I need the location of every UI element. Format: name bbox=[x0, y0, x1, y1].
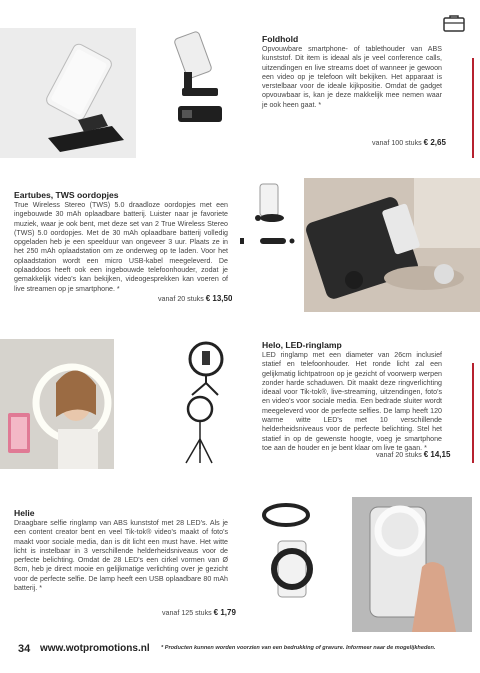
product-title: Helo, LED-ringlamp bbox=[262, 340, 342, 350]
product-description: LED ringlamp met een diameter van 26cm inclusief statief en telefoonhouder. Het ronde licht zal een gelijkmatig lichtpatroon op je gezicht of voorwerp werpen zonder harde schaduwen. Dit maakt deze ringverlichting ideaal voor Tik-tok®, live-streaming, uitzendingen, foto's en video's voor sociale media. Een bedrade sluiter wordt meegeleverd voor de perfecte selfies. De lamp heeft 120 warme witte LED's met 10 verschillende helderheidsniveaus voor de perfecte belichting. Stel het statief in op de gewenste hoogte, voeg je smartphone toe aan de houder en je bent klaar om live te gaan. * bbox=[262, 351, 442, 452]
price-value: € 2,65 bbox=[423, 138, 446, 147]
helo-product-photo bbox=[114, 339, 240, 469]
eartubes-product-photo bbox=[232, 178, 304, 312]
footnote: * Producten kunnen worden voorzien van een bedrukking of gravure. Informeer naar de mogelijkheden. bbox=[161, 645, 436, 651]
price-value: € 13,50 bbox=[205, 294, 233, 303]
helo-lifestyle-photo bbox=[0, 339, 114, 469]
price-value: € 14,15 bbox=[423, 450, 451, 459]
price-line bbox=[372, 138, 446, 147]
price-prefix: vanaf 125 stuks bbox=[162, 609, 212, 617]
page-number: 34 bbox=[18, 643, 31, 655]
price-line bbox=[162, 608, 236, 617]
accent-line bbox=[472, 363, 474, 463]
product-title: Helie bbox=[14, 508, 35, 518]
price-prefix: vanaf 20 stuks bbox=[158, 295, 204, 303]
price-prefix: vanaf 100 stuks bbox=[372, 139, 422, 147]
accent-line bbox=[472, 58, 474, 158]
helie-product-photo bbox=[252, 497, 352, 632]
product-description: Opvouwbare smartphone- of tablethouder van ABS kunststof. Dit item is ideaal als je veel conference calls, uitzendingen en live streams doet of wanneer je gewoon een video op je telefoon wilt bekijken. Het apparaat is verstelbaar voor de ideale kijkpositie. Omdat de gadget opvouwbaar is, kan je deze makkelijk mee nemen waar je ook heen gaat. * bbox=[262, 45, 442, 109]
product-title: Eartubes, TWS oordopjes bbox=[14, 190, 119, 200]
eartubes-lifestyle-photo bbox=[304, 178, 480, 312]
website-link[interactable]: www.wotpromotions.nl bbox=[40, 643, 150, 654]
foldhold-lifestyle-photo bbox=[0, 28, 136, 158]
product-description: True Wireless Stereo (TWS) 5.0 draadloze oordopjes met een ingebouwde 30 mAh oplaadbare batterij. Luister naar je favoriete muziek, waar je ook bent, met deze set van 2 True Wireless Stereo (TWS) 5.0 oordopjes. Met de 30 mAh oplaadbare batterij volledig opgeladen heb je een speelduur van ongeveer 3 uur. Plaats ze in het 250 mAh oplaadstation om ze onderweg op te laden. Voor het oplaadstation wordt een micro USB-kabel meegeleverd. De oplaaddoos heeft ook een ingebouwde telefoonhouder, zodat je gemakkelijk video's kan bekijken, videogesprekken kan voeren of live streamen op je smartphone. * bbox=[14, 201, 228, 293]
briefcase-icon bbox=[443, 14, 465, 32]
price-line bbox=[158, 294, 232, 303]
helie-lifestyle-photo bbox=[352, 497, 472, 632]
price-line bbox=[376, 450, 450, 459]
price-value: € 1,79 bbox=[213, 608, 236, 617]
foldhold-product-photo bbox=[136, 28, 254, 158]
product-description: Draagbare selfie ringlamp van ABS kunststof met 28 LED's. Als je een content creator bent en veel Tik-tok® video's maakt of foto's maakt voor sociale media, dan is dit licht een must have. Het witte licht is instelbaar in 3 verschillende helderheidsniveaus voor de perfecte belichting. Omdat de 28 LED's een cirkel vormen van Ø 8cm, heb je direct mooie en gelijkmatige verlichting over je gezicht voor de perfecte selfie. De lamp heeft een USB oplaadbare 80 mAh batterij. * bbox=[14, 519, 228, 593]
product-title: Foldhold bbox=[262, 34, 299, 44]
price-prefix: vanaf 20 stuks bbox=[376, 451, 422, 459]
